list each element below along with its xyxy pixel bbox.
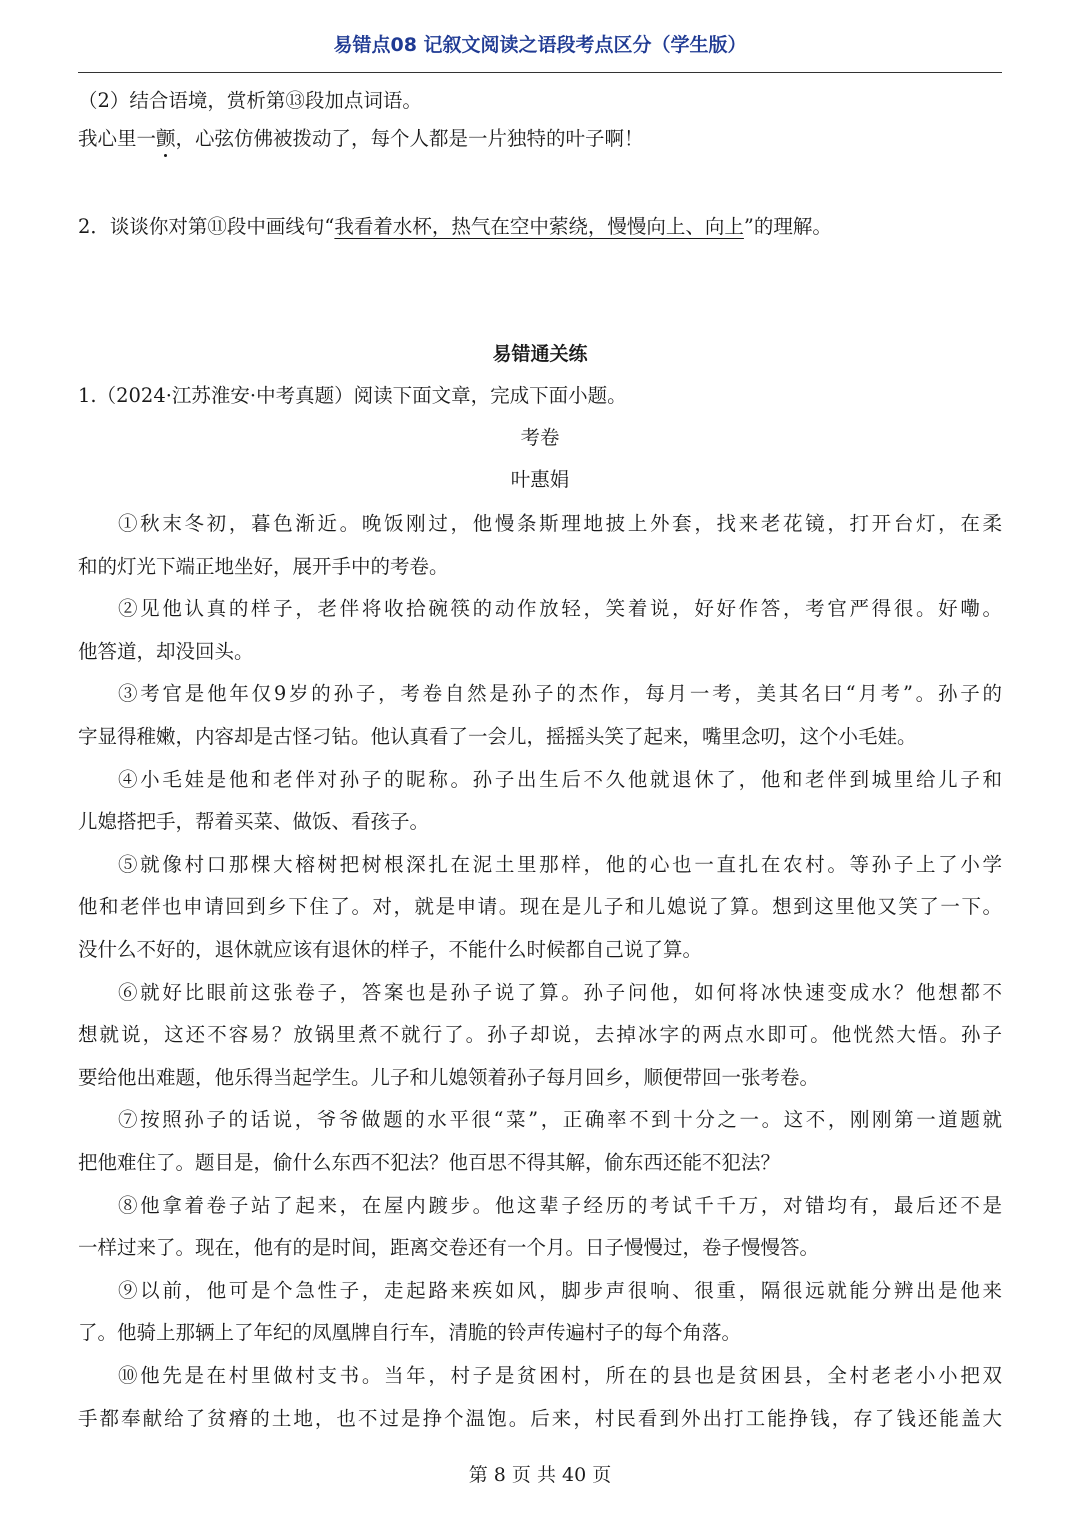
article-line: ④小毛娃是他和老伴对孙子的昵称。孙子出生后不久他就退休了，他和老伴到城里给儿子和 (118, 767, 1002, 791)
sentence-pre: 我心里一 (78, 127, 157, 150)
article-line: 手都奉献给了贫瘠的土地，也不过是挣个温饱。后来，村民看到外出打工能挣钱，存了钱还能盖大 (78, 1406, 1002, 1430)
page-footer: 第 8 页 共 40 页 (468, 1464, 612, 1486)
header-divider (78, 72, 1002, 73)
article-line: ②见他认真的样子，老伴将收拾碗筷的动作放轻，笑着说，好好作答，考官严得很。好嘞。 (118, 597, 1002, 621)
article-line: ⑥就好比眼前这张卷子，答案也是孙子说了算。孙子问他，如何将冰快速变成水？他想都不 (118, 980, 1002, 1004)
article-line: ⑩他先是在村里做村支书。当年，村子是贫困村，所在的县也是贫困县，全村老老小小把双 (118, 1364, 1002, 1387)
dotted-word: 颤 (156, 127, 176, 150)
article-line: ⑤就像村口那棵大榕树把树根深扎在泥土里那样，他的心也一直扎在农村。等孙子上了小学 (118, 852, 1002, 876)
question-2-post: ”的理解。 (743, 215, 832, 238)
page-header: 易错点08 记叙文阅读之语段考点区分（学生版） (333, 34, 747, 56)
article-line: 没什么不好的，退休就应该有退休的样子，不能什么时候都自己说了算。 (78, 938, 703, 961)
underlined-sentence: 我看着水杯，热气在空中萦绕，慢慢向上、向上 (334, 215, 744, 238)
section-title: 易错通关练 (492, 343, 588, 365)
exercise-question: 1.（2024·江苏淮安·中考真题）阅读下面文章，完成下面小题。 (78, 384, 627, 407)
article-line: ⑦按照孙子的话说，爷爷做题的水平很“菜”，正确率不到十分之一。这不，刚刚第一道题就 (118, 1108, 1002, 1132)
sentence-post: ，心弦仿佛被拨动了，每个人都是一片独特的叶子啊！ (175, 127, 644, 150)
article-line: 了。他骑上那辆上了年纪的凤凰牌自行车，清脆的铃声传遍村子的每个角落。 (78, 1321, 742, 1345)
article-line: 把他难住了。题目是，偷什么东西不犯法？他百思不得其解，偷东西还能不犯法？ (78, 1151, 781, 1174)
article-line: ③考官是他年仅9岁的孙子，考卷自然是孙子的杰作，每月一考，美其名曰“月考”。孙子的 (118, 682, 1002, 706)
article-line: 儿媳搭把手，帮着买菜、做饭、看孩子。 (78, 810, 430, 834)
article-line: 他答道，却没回头。 (78, 639, 254, 663)
question-2 (78, 212, 1002, 242)
subquestion-prompt: （2）结合语境，赏析第⑬段加点词语。 (78, 89, 422, 112)
article-line: 他和老伴也申请回到乡下住了。对，就是申请。现在是儿子和儿媳说了算。想到这里他又笑了一下。 (78, 895, 1002, 919)
article-line: 一样过来了。现在，他有的是时间，距离交卷还有一个月。日子慢慢过，卷子慢慢答。 (78, 1236, 820, 1260)
article-line: 要给他出难题，他乐得当起学生。儿子和儿媳领着孙子每月回乡，顺便带回一张考卷。 (78, 1065, 820, 1089)
article-author: 叶惠娟 (510, 468, 570, 491)
article-line: ①秋末冬初，暮色渐近。晚饭刚过，他慢条斯理地披上外套，找来老花镜，打开台灯，在柔 (118, 512, 1002, 535)
article-title: 考卷 (520, 426, 560, 449)
article-line: 字显得稚嫩，内容却是古怪刁钻。他认真看了一会儿，摇摇头笑了起来，嘴里念叨，这个小毛娃。 (78, 725, 917, 748)
article-line: 和的灯光下端正地坐好，展开手中的考卷。 (78, 554, 449, 578)
article-line: ⑧他拿着卷子站了起来，在屋内踱步。他这辈子经历的考试千千万，对错均有，最后还不是 (118, 1193, 1002, 1217)
article-line: 想就说，这还不容易？放锅里煮不就行了。孙子却说，去掉冰字的两点水即可。他恍然大悟。孙子 (78, 1023, 1002, 1047)
question-2-pre: 2．谈谈你对第⑪段中画线句“ (78, 215, 335, 238)
article-line: ⑨以前，他可是个急性子，走起路来疾如风，脚步声很响、很重，隔很远就能分辨出是他来 (118, 1278, 1002, 1302)
quoted-sentence (78, 124, 1002, 154)
